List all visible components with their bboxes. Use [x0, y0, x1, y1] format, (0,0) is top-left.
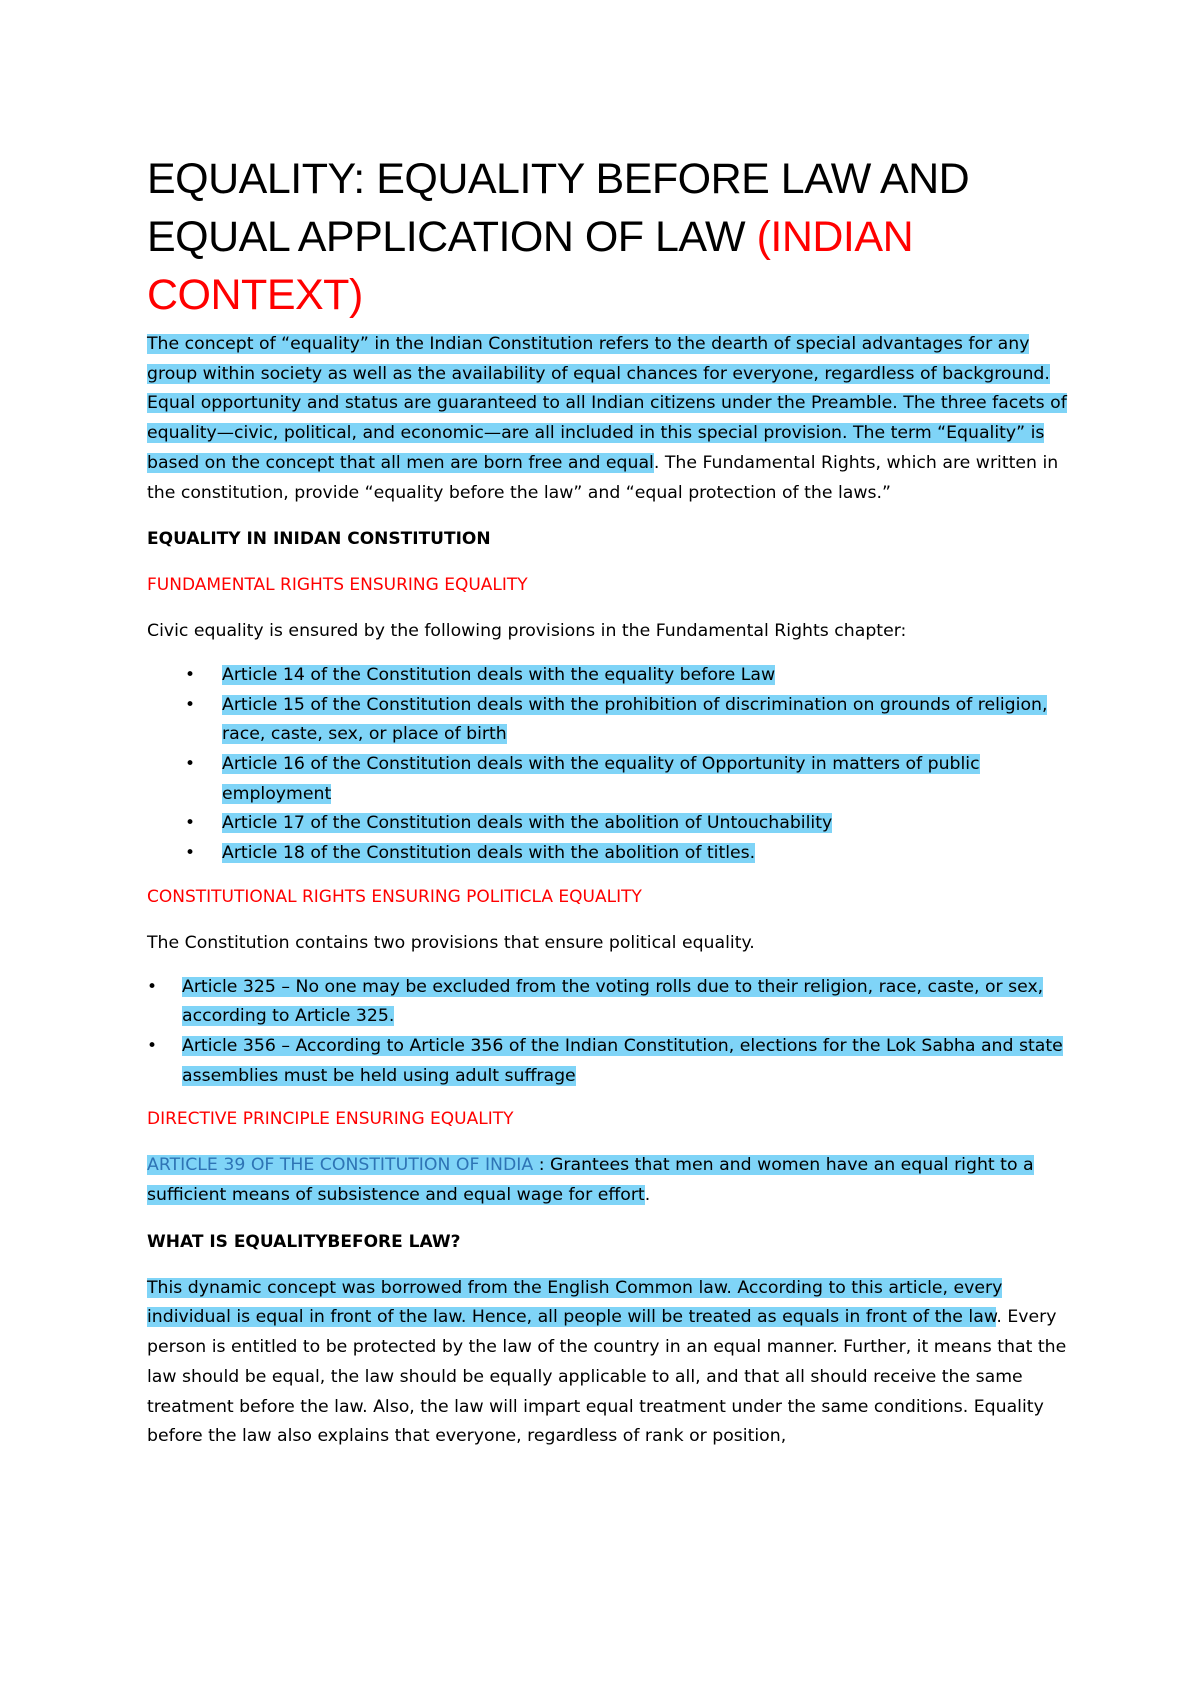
- article-39-paragraph: [147, 1151, 1067, 1210]
- document-page: [147, 150, 1067, 1452]
- article-text: Article 14 of the Constitution deals with the equality before Law: [222, 664, 776, 685]
- bullet-icon: •: [185, 754, 196, 775]
- article-text: Article 16 of the Constitution deals with the equality of Opportunity in matters of public employment: [222, 754, 980, 804]
- title-context: (INDIAN CONTEXT): [147, 213, 914, 319]
- article-39-text: : Grantees that men and women have an equal right to a sufficient means of subsistence and equal wage for effort: [147, 1155, 1034, 1206]
- article-39-highlight: [147, 1155, 1034, 1205]
- bullet-icon: •: [147, 976, 158, 997]
- article-text: Article 15 of the Constitution deals with the prohibition of discrimination on grounds of religion, race, caste, sex, or place of birth: [222, 694, 1048, 745]
- article-text: Article 17 of the Constitution deals with the abolition of Untouchability: [222, 813, 833, 834]
- section-heading-political-equality: CONSTITUTIONAL RIGHTS ENSURING POLITICLA EQUALITY: [147, 886, 642, 907]
- equality-highlighted-text: This dynamic concept was borrowed from the English Common law. According to this article, every individual is equal in front of the law. Hence, all people will be treated as equals in front of the law: [147, 1277, 1003, 1328]
- title-main: EQUALITY: EQUALITY BEFORE LAW AND EQUAL APPLICATION OF LAW: [147, 155, 970, 261]
- bullet-icon: •: [185, 694, 196, 715]
- list-item: [147, 750, 1067, 809]
- political-intro: The Constitution contains two provisions that ensure political equality.: [147, 932, 755, 953]
- list-item: [147, 661, 1067, 691]
- section-heading-equality-in-constitution: EQUALITY IN INIDAN CONSTITUTION: [147, 529, 491, 550]
- equality-rest-text: . Every person is entitled to be protected by the law of the country in an equal manner. Further, it means that the law should be equal, the law should be equally applicable to all, and that all should receive the same treatment before the law. Also, the law will impart equal treatment under the same conditions. Equality before the law also explains that everyone, regardless of rank or position,: [147, 1307, 1067, 1447]
- article-text: Article 356 – According to Article 356 of the Indian Constitution, elections for the Lok Sabha and state assemblies must be held using adult suffrage: [182, 1035, 1063, 1086]
- list-item: [147, 809, 1067, 839]
- list-item: [147, 1032, 1067, 1091]
- bullet-icon: •: [185, 664, 196, 685]
- intro-rest-text: . The Fundamental Rights, which are written in the constitution, provide “equality before the law” and “equal protection of the laws.”: [147, 452, 1059, 503]
- list-item: [147, 691, 1067, 750]
- intro-paragraph: [147, 330, 1067, 508]
- equality-before-law-paragraph: [147, 1274, 1067, 1452]
- political-articles-list: [147, 973, 1067, 1092]
- fundamental-articles-list: [147, 661, 1067, 869]
- article-39-end: .: [644, 1185, 651, 1206]
- intro-highlighted-text: The concept of “equality” in the Indian Constitution refers to the dearth of special advantages for any group within society as well as the availability of equal chances for everyone, regardless of background. Equal opportunity and status are guaranteed to all Indian citizens under the Preamble. The three facets of equality—civic, political, and economic—are all included in this special provision. The term “Equality” is based on the concept that all men are born free and equal: [147, 334, 1067, 473]
- section-heading-fundamental-rights: FUNDAMENTAL RIGHTS ENSURING EQUALITY: [147, 575, 528, 596]
- article-text: Article 325 – No one may be excluded from the voting rolls due to their religion, race, caste, or sex, according to Article 325.: [182, 976, 1044, 1027]
- article-text: Article 18 of the Constitution deals with the abolition of titles.: [222, 843, 756, 864]
- civic-intro: Civic equality is ensured by the following provisions in the Fundamental Rights chapter:: [147, 621, 907, 642]
- article-39-label: ARTICLE 39 OF THE CONSTITUTION OF INDIA: [147, 1155, 534, 1176]
- list-item: [147, 973, 1067, 1032]
- document-title: [147, 150, 1067, 324]
- section-heading-what-is-equality: WHAT IS EQUALITYBEFORE LAW?: [147, 1231, 461, 1252]
- bullet-icon: •: [185, 813, 196, 834]
- list-item: [147, 839, 1067, 869]
- section-heading-directive-principle: DIRECTIVE PRINCIPLE ENSURING EQUALITY: [147, 1109, 514, 1130]
- bullet-icon: •: [147, 1035, 158, 1056]
- bullet-icon: •: [185, 843, 196, 864]
